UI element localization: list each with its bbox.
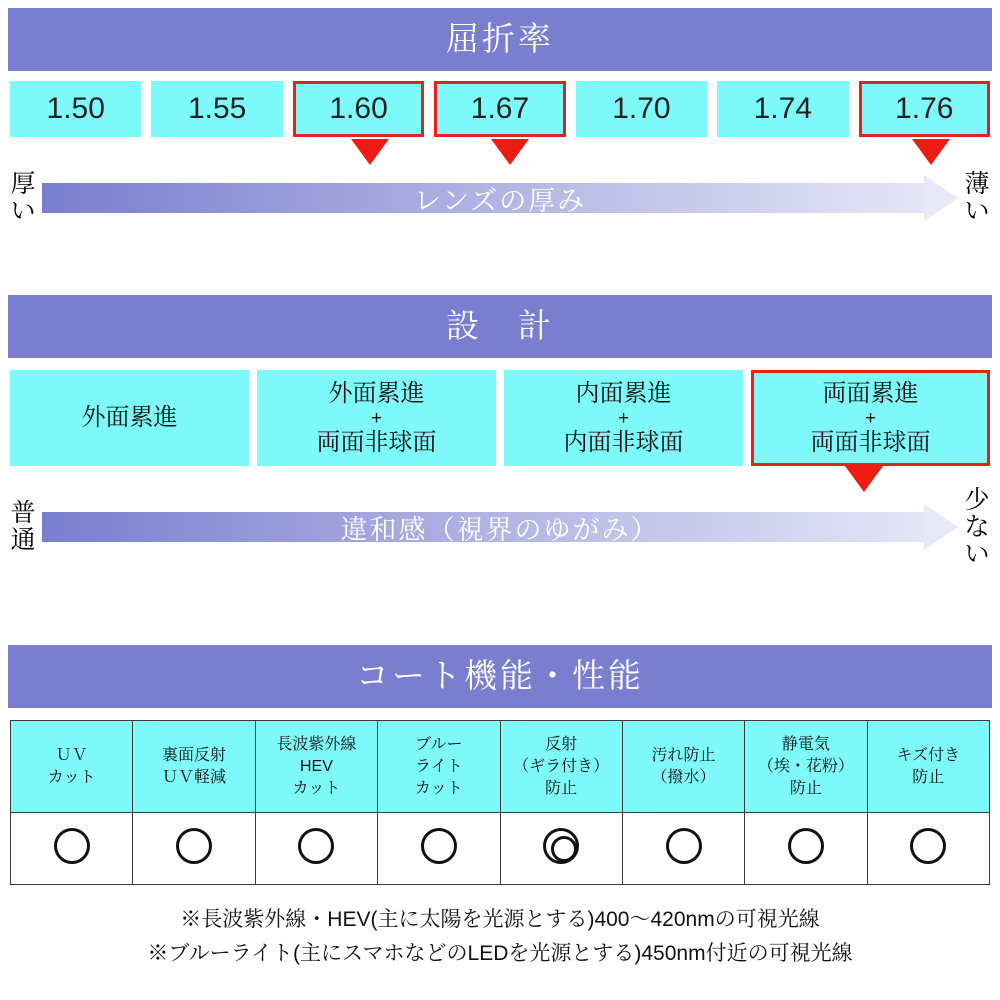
circle-icon [421,828,457,864]
design-marker-row [10,466,990,496]
coating-value-antiscratch [867,813,989,885]
design-cell-line1: 内面累進 [575,379,672,407]
coating-value-hev-cut [255,813,377,885]
index-cell-155: 1.55 [151,81,282,137]
distortion-scale [8,485,992,568]
section-refractive-index [0,8,1000,229]
refractive-index-row [10,81,990,137]
circle-icon [176,828,212,864]
coating-header-back-reflection-uv: 裏面反射 ＵＶ軽減 [133,721,255,813]
distortion-gradient-text: 違和感（視界のゆがみ） [340,514,660,545]
design-cell-line2: 内面非球面 [563,428,684,456]
design-cell-line1: 両面累進 [822,379,919,407]
design-cell-outer-progressive [10,370,249,466]
circle-icon [666,828,702,864]
design-cell-line2: 両面非球面 [316,428,437,456]
coating-value-antireflection [500,813,622,885]
footnote-hev: ※長波紫外線・HEV(主に太陽を光源とする)400〜420nmの可視光線 [180,908,820,931]
design-cell-line1: 外面累進 [328,379,425,407]
coating-value-uv-cut [11,813,133,885]
section-title-design: 設 計 [8,295,992,358]
coating-header-hev-cut: 長波紫外線 HEV カット [255,721,377,813]
section-title-coating: コート機能・性能 [8,645,992,708]
index-cell-160: 1.60 [293,81,424,137]
marker-triangle-icon-design [845,466,883,492]
coating-header-bluelight-cut: ブルー ライト カット [378,721,500,813]
distortion-right-label: 少ない [964,485,990,568]
thickness-left-label: 厚い [10,170,36,225]
coating-table [10,720,990,885]
circle-icon [788,828,824,864]
marker-triangle-icon-176 [912,139,950,165]
refractive-marker-row [10,139,990,167]
footnotes [0,903,1000,971]
section-title-refractive: 屈折率 [8,8,992,71]
distortion-gradient-bar [42,504,958,550]
design-cell-plus: + [864,407,877,429]
double-circle-icon [543,828,579,864]
thickness-gradient-text: レンズの厚み [413,185,587,216]
coating-value-antifouling [622,813,744,885]
index-cell-150: 1.50 [10,81,141,137]
thickness-right-label: 薄い [964,170,990,225]
coating-value-row [11,813,990,885]
index-cell-174: 1.74 [717,81,848,137]
thickness-gradient-bar [42,175,958,221]
design-cell-plus: + [370,407,383,429]
coating-value-bluelight-cut [378,813,500,885]
footnote-bluelight: ※ブルーライト(主にスマホなどのLEDを光源とする)450nm付近の可視光線 [147,942,853,965]
coating-header-antistatic: 静電気 （埃・花粉） 防止 [745,721,867,813]
design-cell-plus: + [617,407,630,429]
distortion-left-label: 普通 [10,499,36,554]
section-coating [0,645,1000,971]
coating-header-uv-cut: ＵＶ カット [11,721,133,813]
design-row [10,370,990,466]
design-cell-inner-progressive-inner-aspheric [504,370,743,466]
coating-header-row [11,721,990,813]
design-cell-line1: 外面累進 [81,404,178,431]
circle-icon [54,828,90,864]
design-cell-double-progressive-double-aspheric [751,370,990,466]
circle-icon [910,828,946,864]
coating-value-antistatic [745,813,867,885]
coating-header-antireflection: 反射 （ギラ付き） 防止 [500,721,622,813]
section-design [0,295,1000,568]
circle-icon [298,828,334,864]
index-cell-176: 1.76 [859,81,990,137]
design-cell-line2: 両面非球面 [810,428,931,456]
design-cell-outer-progressive-double-aspheric [257,370,496,466]
marker-triangle-icon-167 [491,139,529,165]
coating-header-antiscratch: キズ付き 防止 [867,721,989,813]
coating-value-back-reflection-uv [133,813,255,885]
marker-triangle-icon-160 [351,139,389,165]
coating-header-antifouling: 汚れ防止 （撥水） [622,721,744,813]
index-cell-167: 1.67 [434,81,565,137]
index-cell-170: 1.70 [576,81,707,137]
thickness-scale [8,167,992,229]
